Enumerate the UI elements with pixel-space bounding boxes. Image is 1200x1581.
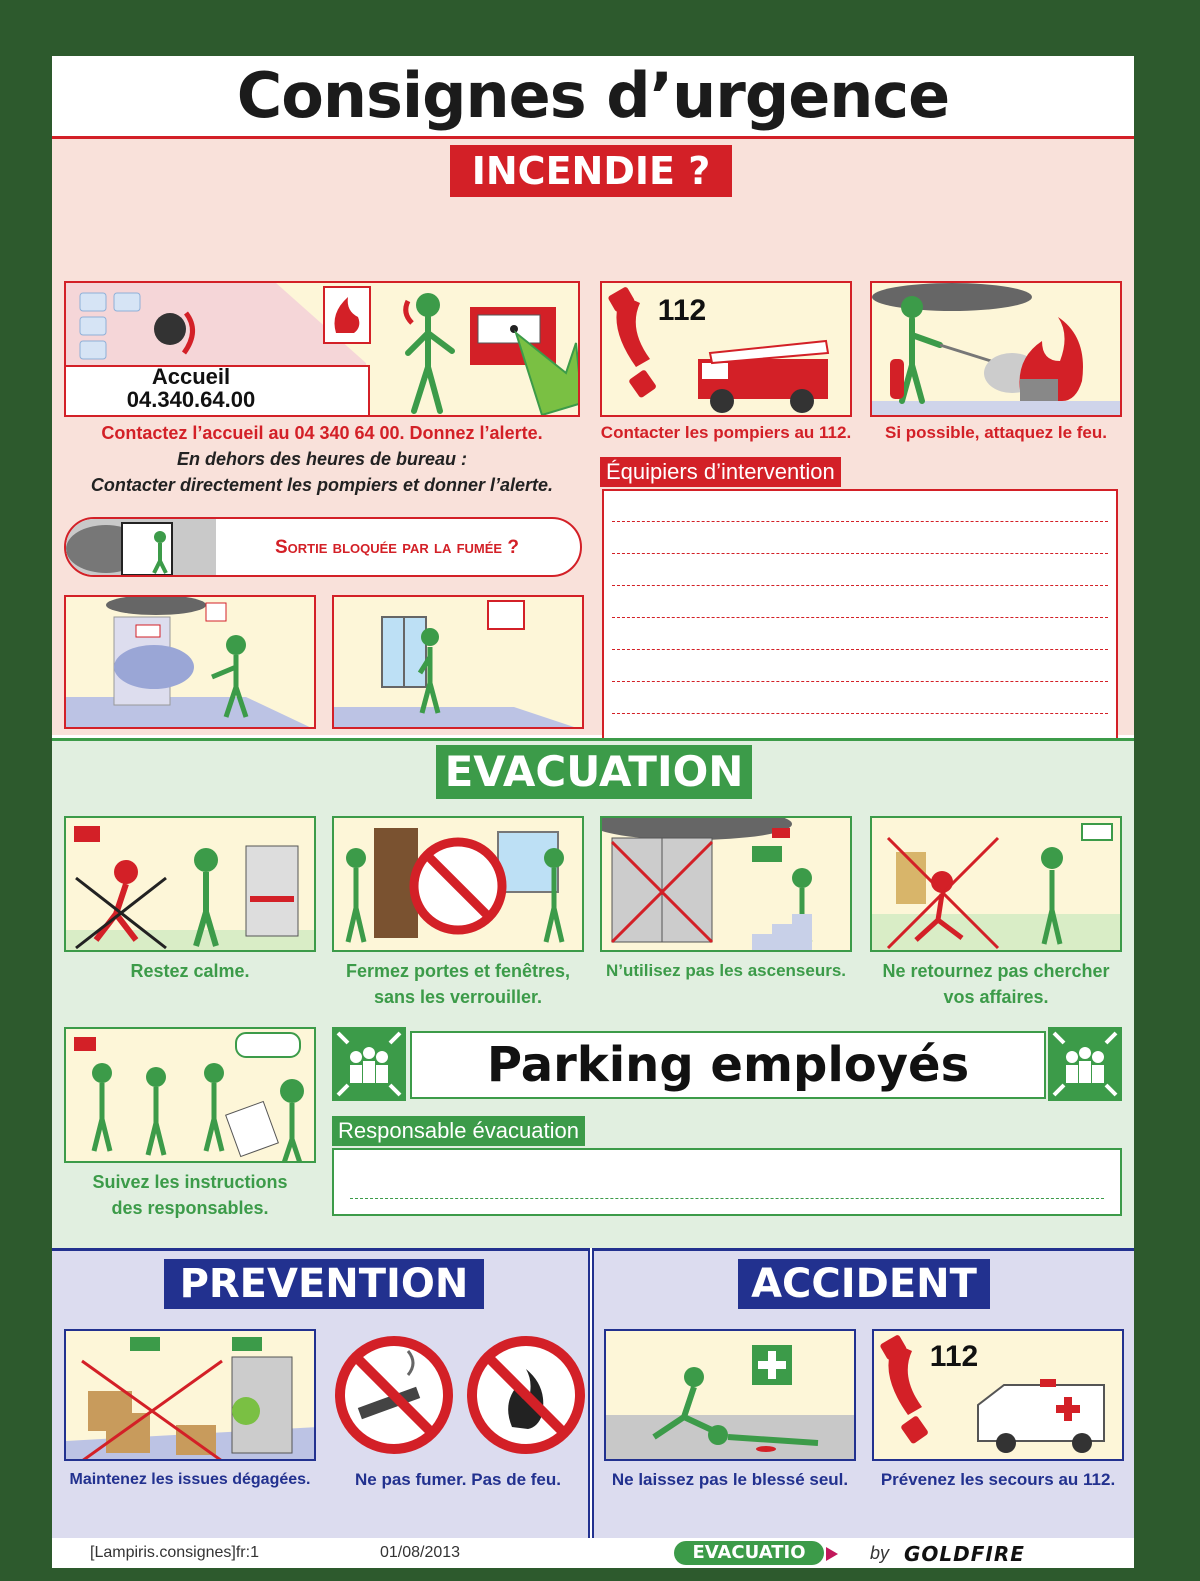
no-return-illustration xyxy=(872,818,1122,952)
panel-window xyxy=(332,595,584,729)
team-line[interactable] xyxy=(612,649,1108,650)
accident-banner: ACCIDENT xyxy=(738,1259,990,1309)
reception-label: Accueil xyxy=(151,364,231,389)
team-line[interactable] xyxy=(612,713,1108,714)
prevention-banner: PREVENTION xyxy=(164,1259,484,1309)
reception-number: 04.340.64.00 xyxy=(126,387,256,412)
blocked-exit-pill xyxy=(64,517,582,577)
assembly-icon-right xyxy=(1048,1027,1122,1101)
caption-call-firemen: Contacter les pompiers au 112. xyxy=(600,423,852,442)
extinguisher-illustration xyxy=(872,283,1122,417)
caption-follow-1: Suivez les instructions xyxy=(92,1172,288,1192)
section-evacuation xyxy=(52,738,1134,1248)
footer-maker: GOLDFIRE xyxy=(904,1542,1025,1566)
caption-attack-fire: Si possible, attaquez le feu. xyxy=(885,423,1107,442)
seal-door-illustration xyxy=(66,597,316,729)
smoke-door-icon xyxy=(66,519,226,577)
footer-brand-arrow-icon xyxy=(826,1547,838,1561)
section-fire xyxy=(52,139,1134,735)
caption-stay-calm: Restez calme. xyxy=(130,961,250,981)
caption-no-return-1: Ne retournez pas chercher xyxy=(882,961,1110,981)
assembly-icon-left xyxy=(332,1027,406,1101)
footer xyxy=(52,1538,1134,1568)
clear-exits-illustration xyxy=(66,1331,316,1461)
panel-clear-exits xyxy=(64,1329,316,1461)
caption-no-smoking: Ne pas fumer. Pas de feu. xyxy=(355,1470,561,1489)
section-prevention xyxy=(52,1248,590,1538)
responsible-line[interactable] xyxy=(350,1198,1104,1199)
no-fire-icon xyxy=(466,1335,586,1455)
fire-banner: INCENDIE ? xyxy=(450,145,732,197)
team-line[interactable] xyxy=(612,521,1108,522)
section-accident xyxy=(592,1248,1134,1538)
poster xyxy=(52,56,1134,1568)
responsible-box xyxy=(332,1148,1122,1216)
caption-clear-exits: Maintenez les issues dégagées. xyxy=(69,1471,311,1488)
panel-call-firemen xyxy=(600,281,852,417)
team-line[interactable] xyxy=(612,681,1108,682)
caption-close-1: Fermez portes et fenêtres, xyxy=(345,961,571,981)
responsible-label: Responsable évacuation xyxy=(332,1116,585,1146)
panel-close-doors xyxy=(332,816,584,952)
caption-no-elevator: N’utilisez pas les ascenseurs. xyxy=(605,961,846,980)
caption-call-ambulance: Prévenez les secours au 112. xyxy=(880,1470,1116,1489)
blocked-exit-label: Sortie bloquée par la fumée ? xyxy=(275,537,519,558)
caption-offhours-2: Contacter directement les pompiers et donner l’alerte. xyxy=(90,475,554,495)
panel-no-elevator xyxy=(600,816,852,952)
panel-stay-with-victim xyxy=(604,1329,856,1461)
team-line[interactable] xyxy=(612,585,1108,586)
caption-no-return-2: vos affaires. xyxy=(943,987,1049,1007)
footer-brand: EVACUATIO xyxy=(674,1541,824,1565)
team-list-box xyxy=(602,489,1118,763)
assembly-point-name: Parking employés xyxy=(486,1037,970,1093)
team-line[interactable] xyxy=(612,553,1108,554)
footer-date: 01/08/2013 xyxy=(380,1544,461,1561)
caption-stay-with-victim: Ne laissez pas le blessé seul. xyxy=(611,1470,849,1489)
panel-stay-calm xyxy=(64,816,316,952)
no-smoking-icon xyxy=(334,1335,454,1455)
calm-illustration xyxy=(66,818,316,952)
follow-illustration xyxy=(66,1029,316,1163)
elevator-illustration xyxy=(602,818,852,952)
first-aid-illustration xyxy=(606,1331,856,1461)
caption-follow-2: des responsables. xyxy=(111,1198,269,1218)
footer-ref: [Lampiris.consignes]fr:1 xyxy=(90,1544,259,1561)
panel-call-reception xyxy=(64,281,580,417)
panel-attack-fire xyxy=(870,281,1122,417)
close-doors-illustration xyxy=(334,818,584,952)
team-label: Équipiers d’intervention xyxy=(600,457,841,487)
footer-by: by xyxy=(870,1543,890,1563)
panel-follow-instructions xyxy=(64,1027,316,1163)
evacuation-banner: EVACUATION xyxy=(436,745,752,799)
caption-contact-reception: Contactez l’accueil au 04 340 64 00. Donnez l’alerte. xyxy=(101,423,543,443)
page-title: Consignes d’urgence xyxy=(236,59,950,132)
team-line[interactable] xyxy=(612,617,1108,618)
firemen-number: 112 xyxy=(657,294,707,327)
panel-call-ambulance xyxy=(872,1329,1124,1461)
window-illustration xyxy=(334,597,584,729)
ambulance-number: 112 xyxy=(929,1340,979,1373)
caption-offhours-1: En dehors des heures de bureau : xyxy=(176,449,468,469)
panel-no-return xyxy=(870,816,1122,952)
panel-seal-door xyxy=(64,595,316,729)
caption-close-2: sans les verrouiller. xyxy=(373,987,543,1007)
